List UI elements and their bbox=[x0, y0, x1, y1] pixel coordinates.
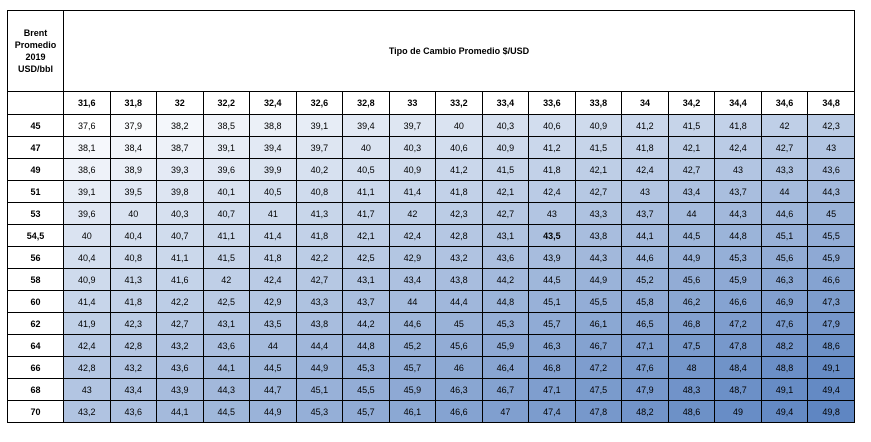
table-cell: 44,7 bbox=[250, 379, 297, 401]
table-cell: 45,3 bbox=[296, 401, 343, 423]
table-cell: 41,5 bbox=[482, 159, 529, 181]
table-cell: 40 bbox=[343, 137, 390, 159]
table-cell: 41,2 bbox=[622, 115, 669, 137]
column-header: 34,6 bbox=[761, 92, 808, 115]
table-cell: 40,9 bbox=[389, 159, 436, 181]
table-cell: 44,9 bbox=[250, 401, 297, 423]
table-cell: 41,2 bbox=[436, 159, 483, 181]
table-cell: 42,8 bbox=[110, 335, 157, 357]
table-cell: 47,2 bbox=[715, 313, 762, 335]
table-cell: 37,6 bbox=[64, 115, 111, 137]
table-cell: 41,8 bbox=[250, 247, 297, 269]
table-cell: 43,9 bbox=[529, 247, 576, 269]
table-cell: 45,9 bbox=[482, 335, 529, 357]
table-cell: 40,6 bbox=[529, 115, 576, 137]
row-label: 62 bbox=[8, 313, 64, 335]
table-cell: 39,4 bbox=[343, 115, 390, 137]
row-label: 70 bbox=[8, 401, 64, 423]
table-cell: 40,9 bbox=[64, 269, 111, 291]
table-cell: 48,2 bbox=[761, 335, 808, 357]
column-header: 34,8 bbox=[808, 92, 855, 115]
table-cell: 46,6 bbox=[715, 291, 762, 313]
table-cell: 40,3 bbox=[389, 137, 436, 159]
table-cell: 45,3 bbox=[715, 247, 762, 269]
table-cell: 40,9 bbox=[575, 115, 622, 137]
table-cell: 38,2 bbox=[157, 115, 204, 137]
table-cell: 43,6 bbox=[203, 335, 250, 357]
table-cell: 38,9 bbox=[110, 159, 157, 181]
table-cell: 43,7 bbox=[715, 181, 762, 203]
table-cell: 42,5 bbox=[343, 247, 390, 269]
table-cell: 43,7 bbox=[622, 203, 669, 225]
table-cell: 41,8 bbox=[436, 181, 483, 203]
table-cell: 48,6 bbox=[668, 401, 715, 423]
table-cell: 45,2 bbox=[622, 269, 669, 291]
table-row bbox=[8, 335, 855, 357]
header-corner-empty bbox=[8, 92, 64, 115]
table-cell: 45,7 bbox=[389, 357, 436, 379]
table-cell: 42,4 bbox=[64, 335, 111, 357]
table-cell: 47,1 bbox=[529, 379, 576, 401]
table-cell: 43,3 bbox=[296, 291, 343, 313]
table-cell: 42,7 bbox=[157, 313, 204, 335]
table-cell: 42,1 bbox=[575, 159, 622, 181]
table-cell: 46,2 bbox=[668, 291, 715, 313]
column-header: 33,6 bbox=[529, 92, 576, 115]
column-header: 34,4 bbox=[715, 92, 762, 115]
table-cell: 44,9 bbox=[668, 247, 715, 269]
table-cell: 45,1 bbox=[761, 225, 808, 247]
table-cell: 44,1 bbox=[157, 401, 204, 423]
table-row bbox=[8, 181, 855, 203]
table-cell: 45,5 bbox=[808, 225, 855, 247]
table-cell: 40 bbox=[110, 203, 157, 225]
table-cell: 41,8 bbox=[715, 115, 762, 137]
table-cell: 44,2 bbox=[343, 313, 390, 335]
row-label: 66 bbox=[8, 357, 64, 379]
table-cell: 44,8 bbox=[482, 291, 529, 313]
table-cell: 42,4 bbox=[389, 225, 436, 247]
table-cell: 39,3 bbox=[157, 159, 204, 181]
row-label: 68 bbox=[8, 379, 64, 401]
table-cell: 45,9 bbox=[808, 247, 855, 269]
table-cell: 44,4 bbox=[296, 335, 343, 357]
table-cell: 43,8 bbox=[575, 225, 622, 247]
table-cell: 43 bbox=[715, 159, 762, 181]
table-row bbox=[8, 115, 855, 137]
table-cell: 46,7 bbox=[575, 335, 622, 357]
table-cell: 44,5 bbox=[529, 269, 576, 291]
table-cell: 41,5 bbox=[575, 137, 622, 159]
table-cell: 46,3 bbox=[529, 335, 576, 357]
table-cell: 42,9 bbox=[250, 291, 297, 313]
table-cell: 46,7 bbox=[482, 379, 529, 401]
row-label: 49 bbox=[8, 159, 64, 181]
table-cell: 41,1 bbox=[203, 225, 250, 247]
table-title: Tipo de Cambio Promedio $/USD bbox=[64, 11, 855, 92]
table-cell: 44,9 bbox=[575, 269, 622, 291]
table-cell: 46,3 bbox=[761, 269, 808, 291]
table-cell: 47,9 bbox=[808, 313, 855, 335]
table-cell: 42,3 bbox=[110, 313, 157, 335]
table-cell: 41,1 bbox=[157, 247, 204, 269]
table-cell: 48 bbox=[668, 357, 715, 379]
row-label: 58 bbox=[8, 269, 64, 291]
table-cell: 41,2 bbox=[529, 137, 576, 159]
table-cell: 47,8 bbox=[575, 401, 622, 423]
table-cell: 41,4 bbox=[389, 181, 436, 203]
table-cell: 43,6 bbox=[482, 247, 529, 269]
table-cell: 38,1 bbox=[64, 137, 111, 159]
column-header: 33,4 bbox=[482, 92, 529, 115]
table-cell: 44,8 bbox=[343, 335, 390, 357]
table-row bbox=[8, 137, 855, 159]
table-cell: 47,2 bbox=[575, 357, 622, 379]
column-header: 33,2 bbox=[436, 92, 483, 115]
table-cell: 42,2 bbox=[296, 247, 343, 269]
table-cell: 40,8 bbox=[110, 247, 157, 269]
table-cell: 39,1 bbox=[203, 137, 250, 159]
table-cell: 49,4 bbox=[808, 379, 855, 401]
table-cell: 44,6 bbox=[389, 313, 436, 335]
table-cell: 39,4 bbox=[250, 137, 297, 159]
table-cell: 40,4 bbox=[64, 247, 111, 269]
table-cell: 40,1 bbox=[203, 181, 250, 203]
table-cell: 46,8 bbox=[668, 313, 715, 335]
table-cell: 39,7 bbox=[389, 115, 436, 137]
table-cell: 39,1 bbox=[296, 115, 343, 137]
table-row bbox=[8, 269, 855, 291]
table-cell: 44,2 bbox=[482, 269, 529, 291]
table-cell: 43,1 bbox=[203, 313, 250, 335]
table-row bbox=[8, 159, 855, 181]
table-cell: 47,6 bbox=[622, 357, 669, 379]
column-header: 32,8 bbox=[343, 92, 390, 115]
table-cell: 49 bbox=[715, 401, 762, 423]
table-cell: 44,6 bbox=[622, 247, 669, 269]
table-cell: 48,4 bbox=[715, 357, 762, 379]
table-cell: 42,8 bbox=[64, 357, 111, 379]
table-cell: 48,3 bbox=[668, 379, 715, 401]
table-cell: 43,7 bbox=[343, 291, 390, 313]
table-cell: 46,5 bbox=[622, 313, 669, 335]
table-row bbox=[8, 291, 855, 313]
table-cell: 42,4 bbox=[529, 181, 576, 203]
table-cell: 44,1 bbox=[203, 357, 250, 379]
table-cell: 46,6 bbox=[436, 401, 483, 423]
table-cell: 41 bbox=[250, 203, 297, 225]
table-cell: 41,4 bbox=[64, 291, 111, 313]
table-cell: 38,8 bbox=[250, 115, 297, 137]
table-cell: 39,6 bbox=[64, 203, 111, 225]
table-cell: 47,6 bbox=[761, 313, 808, 335]
table-cell: 41,3 bbox=[110, 269, 157, 291]
table-row bbox=[8, 379, 855, 401]
table-cell: 44,5 bbox=[203, 401, 250, 423]
column-header-row bbox=[8, 92, 855, 115]
table-cell: 43,2 bbox=[110, 357, 157, 379]
table-cell: 47,5 bbox=[575, 379, 622, 401]
table-cell: 43,5 bbox=[250, 313, 297, 335]
table-row bbox=[8, 203, 855, 225]
table-cell: 45,6 bbox=[668, 269, 715, 291]
table-cell: 42,1 bbox=[668, 137, 715, 159]
row-label: 53 bbox=[8, 203, 64, 225]
table-cell: 45,5 bbox=[575, 291, 622, 313]
table-row bbox=[8, 313, 855, 335]
table-cell: 40 bbox=[436, 115, 483, 137]
table-cell: 41,8 bbox=[529, 159, 576, 181]
table-cell: 39,7 bbox=[296, 137, 343, 159]
table-cell: 43,6 bbox=[110, 401, 157, 423]
table-cell: 38,7 bbox=[157, 137, 204, 159]
table-cell: 43,2 bbox=[64, 401, 111, 423]
title-row bbox=[8, 11, 855, 92]
table-cell: 46,3 bbox=[436, 379, 483, 401]
table-cell: 47,9 bbox=[622, 379, 669, 401]
table-cell: 42,4 bbox=[622, 159, 669, 181]
table-cell: 42,4 bbox=[250, 269, 297, 291]
table-cell: 43,3 bbox=[575, 203, 622, 225]
table-cell: 40,8 bbox=[296, 181, 343, 203]
row-label: 56 bbox=[8, 247, 64, 269]
table-cell: 44,3 bbox=[575, 247, 622, 269]
table-cell: 40,5 bbox=[343, 159, 390, 181]
table-cell: 41,5 bbox=[203, 247, 250, 269]
table-cell: 44,6 bbox=[761, 203, 808, 225]
table-cell: 40,5 bbox=[250, 181, 297, 203]
table-cell: 47,4 bbox=[529, 401, 576, 423]
table-cell: 44,3 bbox=[203, 379, 250, 401]
table-cell: 47 bbox=[482, 401, 529, 423]
column-header: 32,6 bbox=[296, 92, 343, 115]
row-label: 51 bbox=[8, 181, 64, 203]
table-cell: 44 bbox=[250, 335, 297, 357]
table-cell: 43,1 bbox=[343, 269, 390, 291]
row-label: 60 bbox=[8, 291, 64, 313]
table-cell: 41,1 bbox=[343, 181, 390, 203]
corner-label: Brent Promedio 2019 USD/bbl bbox=[8, 11, 64, 92]
table-cell: 43,6 bbox=[808, 159, 855, 181]
table-cell: 45 bbox=[808, 203, 855, 225]
table-cell: 43,4 bbox=[110, 379, 157, 401]
table-cell: 45,7 bbox=[529, 313, 576, 335]
table-cell: 44,5 bbox=[250, 357, 297, 379]
table-cell: 42,7 bbox=[296, 269, 343, 291]
table-cell: 45,9 bbox=[389, 379, 436, 401]
table-cell: 39,6 bbox=[203, 159, 250, 181]
table-cell: 43,1 bbox=[482, 225, 529, 247]
table-cell: 40 bbox=[64, 225, 111, 247]
table-cell: 42,3 bbox=[436, 203, 483, 225]
table-cell: 40,9 bbox=[482, 137, 529, 159]
table-cell: 43,4 bbox=[389, 269, 436, 291]
table-cell: 48,6 bbox=[808, 335, 855, 357]
table-cell: 49,4 bbox=[761, 401, 808, 423]
table-cell: 44 bbox=[389, 291, 436, 313]
table-cell: 42 bbox=[761, 115, 808, 137]
row-label: 64 bbox=[8, 335, 64, 357]
table-cell: 45,8 bbox=[622, 291, 669, 313]
table-cell: 42,2 bbox=[157, 291, 204, 313]
table-cell: 39,1 bbox=[64, 181, 111, 203]
table-cell: 41,6 bbox=[157, 269, 204, 291]
table-cell: 42,8 bbox=[436, 225, 483, 247]
column-header: 33 bbox=[389, 92, 436, 115]
table-cell: 41,3 bbox=[296, 203, 343, 225]
table-cell: 43,2 bbox=[436, 247, 483, 269]
table-cell: 42,9 bbox=[389, 247, 436, 269]
table-cell: 41,5 bbox=[668, 115, 715, 137]
row-label: 45 bbox=[8, 115, 64, 137]
table-cell: 45,6 bbox=[436, 335, 483, 357]
table-cell: 43,8 bbox=[436, 269, 483, 291]
table-cell: 43 bbox=[64, 379, 111, 401]
table-cell: 43 bbox=[808, 137, 855, 159]
column-header: 32,4 bbox=[250, 92, 297, 115]
table-cell: 41,4 bbox=[250, 225, 297, 247]
table-cell: 44 bbox=[668, 203, 715, 225]
table-cell: 45,6 bbox=[761, 247, 808, 269]
table-cell: 38,6 bbox=[64, 159, 111, 181]
table-cell: 45,7 bbox=[343, 401, 390, 423]
table-cell: 46,9 bbox=[761, 291, 808, 313]
table-cell: 42,4 bbox=[715, 137, 762, 159]
table-cell: 47,8 bbox=[715, 335, 762, 357]
table-cell: 37,9 bbox=[110, 115, 157, 137]
table-cell: 39,8 bbox=[157, 181, 204, 203]
table-cell: 42,5 bbox=[203, 291, 250, 313]
table-cell: 43,4 bbox=[668, 181, 715, 203]
table-cell: 45,5 bbox=[343, 379, 390, 401]
table-cell: 38,4 bbox=[110, 137, 157, 159]
table-cell: 48,2 bbox=[622, 401, 669, 423]
table-cell: 46,4 bbox=[482, 357, 529, 379]
column-header: 33,8 bbox=[575, 92, 622, 115]
table-cell: 44,1 bbox=[622, 225, 669, 247]
table-cell: 40,3 bbox=[482, 115, 529, 137]
table-cell: 44,9 bbox=[296, 357, 343, 379]
table-cell: 46,1 bbox=[575, 313, 622, 335]
table-cell: 46,8 bbox=[529, 357, 576, 379]
table-cell: 41,7 bbox=[343, 203, 390, 225]
table-cell: 42,7 bbox=[668, 159, 715, 181]
table-cell: 42 bbox=[389, 203, 436, 225]
table-cell: 40,7 bbox=[157, 225, 204, 247]
column-header: 34,2 bbox=[668, 92, 715, 115]
table-cell: 46 bbox=[436, 357, 483, 379]
table-cell: 45,1 bbox=[296, 379, 343, 401]
table-cell: 42,7 bbox=[575, 181, 622, 203]
table-cell: 49,1 bbox=[808, 357, 855, 379]
column-header: 31,8 bbox=[110, 92, 157, 115]
table-cell: 48,7 bbox=[715, 379, 762, 401]
table-cell: 44,3 bbox=[715, 203, 762, 225]
table-cell: 43,3 bbox=[761, 159, 808, 181]
table-cell: 43,6 bbox=[157, 357, 204, 379]
table-row bbox=[8, 247, 855, 269]
table-cell: 42,1 bbox=[343, 225, 390, 247]
table-cell: 41,8 bbox=[622, 137, 669, 159]
table-cell: 48,8 bbox=[761, 357, 808, 379]
table-cell: 41,9 bbox=[64, 313, 111, 335]
table-cell: 47,5 bbox=[668, 335, 715, 357]
table-cell: 46,1 bbox=[389, 401, 436, 423]
table-cell: 49,1 bbox=[761, 379, 808, 401]
table-cell: 45,3 bbox=[343, 357, 390, 379]
table-cell: 44,8 bbox=[715, 225, 762, 247]
table-cell: 42,7 bbox=[761, 137, 808, 159]
column-header: 31,6 bbox=[64, 92, 111, 115]
table-cell: 43,2 bbox=[157, 335, 204, 357]
table-cell: 42,7 bbox=[482, 203, 529, 225]
table-cell: 44,4 bbox=[436, 291, 483, 313]
table-cell: 40,4 bbox=[110, 225, 157, 247]
table-cell: 43,9 bbox=[157, 379, 204, 401]
table-cell: 47,3 bbox=[808, 291, 855, 313]
table-cell: 43 bbox=[529, 203, 576, 225]
table-cell: 43,8 bbox=[296, 313, 343, 335]
price-sensitivity-table bbox=[7, 10, 855, 423]
table-cell: 40,6 bbox=[436, 137, 483, 159]
table-cell: 42 bbox=[203, 269, 250, 291]
table-cell: 39,9 bbox=[250, 159, 297, 181]
table-cell: 38,5 bbox=[203, 115, 250, 137]
table-cell: 47,1 bbox=[622, 335, 669, 357]
table-cell: 44,3 bbox=[808, 181, 855, 203]
table-cell: 40,2 bbox=[296, 159, 343, 181]
table-cell: 46,6 bbox=[808, 269, 855, 291]
table-cell: 41,8 bbox=[296, 225, 343, 247]
table-cell: 44 bbox=[761, 181, 808, 203]
table-cell: 45,2 bbox=[389, 335, 436, 357]
table-cell: 45,9 bbox=[715, 269, 762, 291]
table-row bbox=[8, 225, 855, 247]
table-cell: 45 bbox=[436, 313, 483, 335]
table-row bbox=[8, 401, 855, 423]
table-cell: 42,3 bbox=[808, 115, 855, 137]
column-header: 32 bbox=[157, 92, 204, 115]
table-cell: 45,3 bbox=[482, 313, 529, 335]
column-header: 34 bbox=[622, 92, 669, 115]
table-cell: 43 bbox=[622, 181, 669, 203]
row-label: 54,5 bbox=[8, 225, 64, 247]
table-cell: 40,7 bbox=[203, 203, 250, 225]
table-cell: 39,5 bbox=[110, 181, 157, 203]
table-cell: 44,5 bbox=[668, 225, 715, 247]
row-label: 47 bbox=[8, 137, 64, 159]
table-cell: 42,1 bbox=[482, 181, 529, 203]
table-cell: 43,5 bbox=[529, 225, 576, 247]
table-row bbox=[8, 357, 855, 379]
table-cell: 49,8 bbox=[808, 401, 855, 423]
column-header: 32,2 bbox=[203, 92, 250, 115]
table-cell: 45,1 bbox=[529, 291, 576, 313]
table-cell: 41,8 bbox=[110, 291, 157, 313]
table-cell: 40,3 bbox=[157, 203, 204, 225]
